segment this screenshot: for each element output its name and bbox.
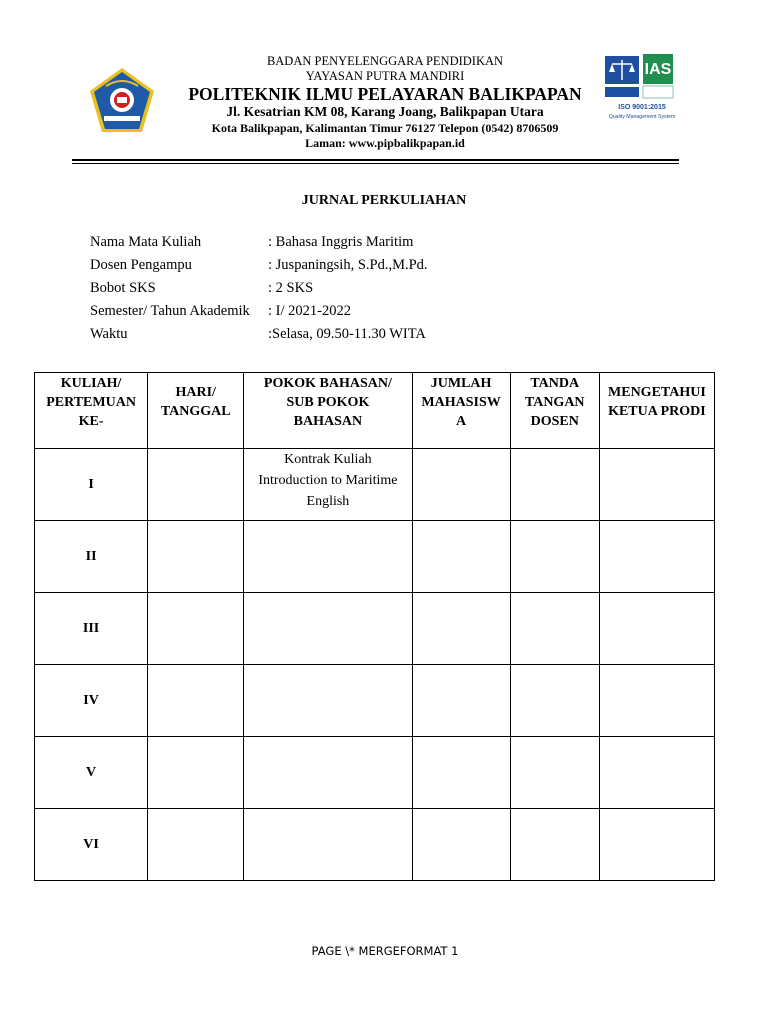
table-row <box>35 809 715 881</box>
institution-emblem-icon <box>88 66 156 134</box>
approval-cell <box>599 665 714 737</box>
table-row <box>35 521 715 593</box>
date-cell <box>148 593 244 665</box>
info-value: :Selasa, 09.50-11.30 WITA <box>268 326 426 342</box>
meeting-number: I <box>35 449 148 521</box>
student-count-cell <box>412 449 510 521</box>
topic-cell <box>244 665 412 737</box>
meeting-number: II <box>35 521 148 593</box>
topic-line: Kontrak Kuliah <box>284 452 372 467</box>
info-label: Semester/ Tahun Akademik <box>90 303 250 319</box>
header-head-approval: MENGETAHUI KETUA PRODI <box>599 373 714 449</box>
info-value: : I/ 2021-2022 <box>268 303 351 319</box>
student-count-cell <box>412 521 510 593</box>
header-student-count: JUMLAH MAHASISW A <box>412 373 510 449</box>
address-line-1: Jl. Kesatrian KM 08, Karang Joang, Balikpapan Utara <box>226 104 544 119</box>
header-meeting: KULIAH/ PERTEMUAN KE- <box>35 373 148 449</box>
website-line: Laman: www.pipbalikpapan.id <box>305 136 465 150</box>
address-line-2: Kota Balikpapan, Kalimantan Timur 76127 Telepon (0542) 8706509 <box>211 121 559 135</box>
signature-cell <box>510 593 599 665</box>
date-cell <box>148 737 244 809</box>
document-title: JURNAL PERKULIAHAN <box>301 193 467 208</box>
date-cell <box>148 449 244 521</box>
approval-cell <box>599 593 714 665</box>
student-count-cell <box>412 737 510 809</box>
institution-name: POLITEKNIK ILMU PELAYARAN BALIKPAPAN <box>188 84 582 104</box>
date-cell <box>148 809 244 881</box>
info-label: Nama Mata Kuliah <box>90 234 202 250</box>
header-lecturer-signature: TANDA TANGAN DOSEN <box>510 373 599 449</box>
date-cell <box>148 665 244 737</box>
topic-cell <box>244 593 412 665</box>
approval-cell <box>599 809 714 881</box>
info-value: : 2 SKS <box>268 280 314 296</box>
header-divider-thin <box>72 163 679 164</box>
table-row <box>35 449 715 521</box>
date-cell <box>148 521 244 593</box>
table-row <box>35 593 715 665</box>
signature-cell <box>510 737 599 809</box>
signature-cell <box>510 809 599 881</box>
table-row <box>35 665 715 737</box>
topic-cell <box>244 449 412 521</box>
info-label: Dosen Pengampu <box>90 257 192 273</box>
meeting-number: V <box>35 737 148 809</box>
info-label: Bobot SKS <box>90 280 156 296</box>
topic-line: Introduction to Maritime <box>258 473 398 488</box>
page-footer: PAGE \* MERGEFORMAT 1 <box>311 944 459 958</box>
meeting-number: III <box>35 593 148 665</box>
info-value: : Juspaningsih, S.Pd.,M.Pd. <box>268 257 428 273</box>
signature-cell <box>510 449 599 521</box>
topic-cell <box>244 521 412 593</box>
student-count-cell <box>412 593 510 665</box>
header-date: HARI/ TANGGAL <box>148 373 244 449</box>
iso-certification-logo-icon <box>603 52 681 122</box>
journal-table <box>34 372 715 881</box>
svg-text:IAS: IAS <box>644 61 672 78</box>
student-count-cell <box>412 665 510 737</box>
svg-text:Quality Management System: Quality Management System <box>608 114 676 120</box>
meeting-number: IV <box>35 665 148 737</box>
approval-cell <box>599 449 714 521</box>
foundation-board-line: BADAN PENYELENGGARA PENDIDIKAN <box>266 54 504 68</box>
table-row <box>35 737 715 809</box>
info-label: Waktu <box>90 326 128 342</box>
approval-cell <box>599 737 714 809</box>
meeting-number: VI <box>35 809 148 881</box>
topic-line: English <box>306 494 350 509</box>
student-count-cell <box>412 809 510 881</box>
table-header-row <box>35 373 715 449</box>
info-value: : Bahasa Inggris Maritim <box>268 234 414 250</box>
approval-cell <box>599 521 714 593</box>
svg-text:ISO 9001:2015: ISO 9001:2015 <box>618 104 666 111</box>
foundation-name-line: YAYASAN PUTRA MANDIRI <box>305 69 465 83</box>
header-divider-thick <box>72 159 679 161</box>
header-topic: POKOK BAHASAN/ SUB POKOK BAHASAN <box>244 373 412 449</box>
topic-cell <box>244 809 412 881</box>
signature-cell <box>510 521 599 593</box>
topic-cell <box>244 737 412 809</box>
signature-cell <box>510 665 599 737</box>
